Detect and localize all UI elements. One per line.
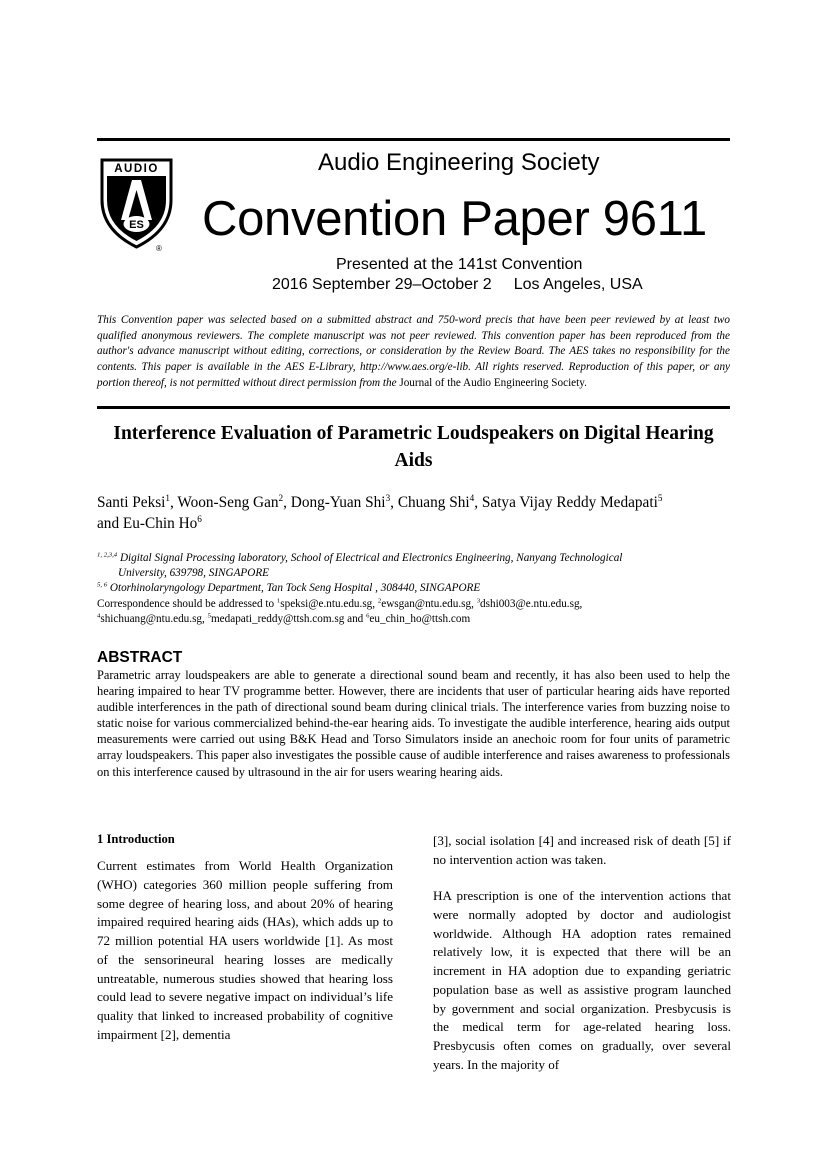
author-list: Santi Peksi$^1$, Woon-Seng Gan$^2$, Dong-Yuan Shi$^3$, Chuang Shi$^4$, Satya Vijay Reddy Medapati$^5$ and Eu-Chin Ho$^6$ — [97, 492, 663, 532]
email-sup: 4 — [97, 612, 101, 620]
author-sup: 1 — [165, 492, 171, 503]
author-sup: 3 — [385, 492, 391, 503]
body-column-left — [97, 857, 393, 1045]
author-sup: 2 — [278, 492, 284, 503]
email-link[interactable]: medapati_reddy@ttsh.com.sg — [210, 612, 345, 625]
paragraph: HA prescription is one of the intervention actions that were normally adopted by doctor and audiologist worldwide. Although HA adoption rates remained relatively low, it is expected that there will be an increment in HA adoption due to expanding geriatric population base as well as assistive program launched by government and social organization. Presbycusis is the medical term for age-related hearing loss. Presbycusis often comes on gradually, over several years. In the majority of — [433, 888, 731, 1072]
author-name: Dong-Yuan Shi — [290, 494, 386, 511]
email-sup: 2 — [377, 596, 382, 604]
author-name: Chuang Shi — [397, 494, 470, 511]
affiliation-sup: 5, 6 — [97, 581, 108, 589]
body-column-right-top — [433, 832, 731, 870]
aes-logo-icon — [99, 156, 174, 252]
email-sup: 5 — [207, 612, 211, 620]
section-heading-introduction: 1 Introduction — [97, 832, 175, 846]
email-sup: 6 — [366, 612, 370, 620]
disclaimer-notice — [97, 313, 730, 392]
email-sup: 3 — [476, 596, 481, 604]
abstract-heading: ABSTRACT — [97, 649, 183, 666]
logo-top-text: AUDIO — [114, 163, 159, 175]
author-name: Satya Vijay Reddy Medapati — [481, 494, 658, 511]
convention-presented: Presented at the 141st Convention — [336, 256, 583, 273]
logo-badge-text: ES — [129, 219, 144, 231]
top-rule — [97, 138, 730, 141]
affiliation-sup: 1, 2,3,4 — [97, 551, 118, 559]
correspondence-label: Correspondence should be addressed to — [97, 597, 275, 610]
article-title: Interference Evaluation of Parametric Loudspeakers on Digital Hearing Aids — [113, 423, 714, 471]
convention-date: 2016 September 29–October 2 — [272, 276, 492, 293]
paragraph: [3], social isolation [4] and increased risk of death [5] if no intervention action was taken. — [433, 833, 731, 867]
affiliation-ntu-cont: University, 639798, SINGAPORE — [118, 567, 270, 580]
paper-title: Convention Paper 9611 — [202, 192, 707, 246]
email-link[interactable]: eu_chin_ho@ttsh.com — [369, 612, 471, 625]
body-column-right-bottom — [433, 887, 731, 1075]
email-sup: 1 — [276, 596, 281, 604]
affiliations — [97, 551, 737, 627]
abstract-body: Parametric array loudspeakers are able to generate a directional sound beam and recently, it has also been used to help the hearing impaired to hear TV programme better. However, there are incidents that user of particular hearing aids have reported audible interferences in the path of directional sound beam during clinical trials. The interference varies from buzzing noise to static noise for various commercialized behind-the-ear hearing aids. To investigate the audible interference, hearing aids output measurements were carried out using B&K Head and Torso Simulators inside an anechoic room for four units of parametric array loudspeakers. This paper also investigates the possible cause of audible interference and raises awareness to professionals on this interference caused by ultrasound in the air for users wearing hearing aids. — [97, 668, 730, 779]
logo-registered-mark: ® — [156, 244, 162, 252]
email-link[interactable]: ewsgan@ntu.edu.sg — [381, 597, 472, 610]
affiliation-ttsh — [97, 581, 737, 596]
author-sup: 4 — [469, 492, 475, 503]
author-sup: 5 — [657, 492, 663, 503]
bottom-rule — [97, 406, 730, 409]
affiliation-ntu — [97, 551, 737, 566]
author-sup: 6 — [197, 513, 202, 524]
affiliation-text: Otorhinolaryngology Department, Tan Tock Seng Hospital , 308440, SINGAPORE — [109, 582, 481, 595]
paragraph: Current estimates from World Health Organization (WHO) categories 360 million people suffering from some degree of hearing loss, and about 20% of hearing impaired required hearing aids (HAs), which adds up to 72 million potential HA users worldwide [1]. As most of the sensorineural hearing losses are medically untreatable, numerous studies showed that hearing loss could lead to severe negative impact on individual’s life quality that linked to increased probability of cognitive impairment [2], dementia — [97, 858, 393, 1042]
email-link[interactable]: shichuang@ntu.edu.sg — [100, 612, 203, 625]
disclaimer-journal: Journal of the Audio Engineering Society. — [399, 376, 587, 389]
email-link[interactable]: speksi@e.ntu.edu.sg — [280, 597, 373, 610]
convention-date-location — [272, 276, 643, 294]
author-name: Eu-Chin Ho — [122, 515, 198, 532]
author-name: Santi Peksi — [97, 494, 166, 511]
correspondence: Correspondence should be addressed to $^1$speksi@e.ntu.edu.sg, $^2$ewsgan@ntu.edu.sg, $^3$dshi003@e.ntu.edu.sg, $^4$shichuang@ntu.edu.sg, $^5$medapati_reddy@ttsh.com.sg and $^6$eu_chin_ho@ttsh.com — [97, 596, 583, 625]
affiliation-text: Digital Signal Processing laboratory, School of Electrical and Electronics Engineering, Nanyang Technological — [119, 552, 623, 564]
disclaimer-text: This Convention paper was selected based on a submitted abstract and 750-word precis that have been peer reviewed by at least two qualified anonymous reviewers. The complete manuscript was not peer reviewed. This convention paper has been reproduced from the author's advance manuscript without editing, corrections, or consideration by the Review Board. The AES takes no responsibility for the contents. This paper is available in the AES E-Library, http://www.aes.org/e-lib. All rights reserved. Reproduction of this paper, or any portion thereof, is not permitted without direct permission from the — [97, 314, 730, 389]
society-name: Audio Engineering Society — [318, 149, 600, 176]
convention-location: Los Angeles, USA — [513, 276, 643, 293]
author-name: Woon-Seng Gan — [177, 494, 279, 511]
email-link[interactable]: dshi003@e.ntu.edu.sg — [480, 597, 580, 610]
